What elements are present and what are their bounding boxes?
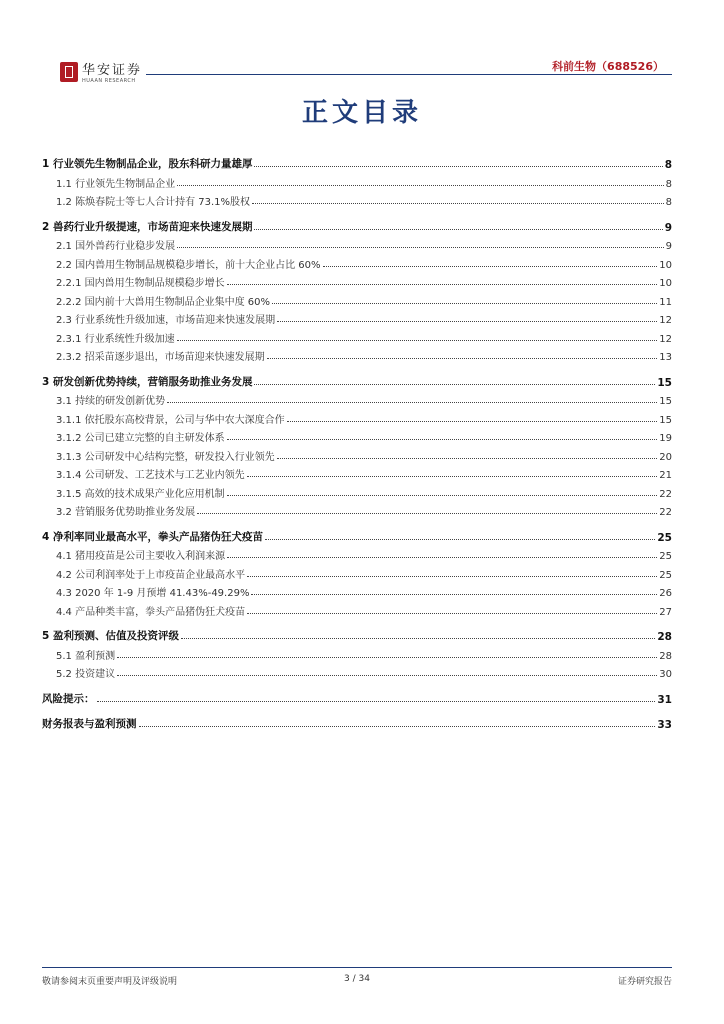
toc-entry-chapter[interactable] [42,687,672,706]
toc-leader-dots [272,303,657,304]
toc-leader-dots [227,284,658,285]
toc-entry-label: 3.1.4 公司研发、工艺技术与工艺业内领先 [56,470,245,481]
logo-text-en: HUAAN RESEARCH [82,78,136,84]
toc-entry-section[interactable] [42,308,672,327]
toc-entry-label: 2.3.1 行业系统性升级加速 [56,333,175,345]
toc-entry-section[interactable] [42,407,672,426]
huaan-logo-icon [60,62,78,82]
toc-leader-dots [251,594,657,595]
toc-entry-page: 28 [659,650,672,662]
toc-entry-page: 8 [665,197,672,208]
toc-entry-section[interactable] [42,190,672,209]
toc-entry-section[interactable] [42,252,672,271]
toc-entry-page: 12 [659,333,672,345]
toc-leader-dots [265,539,655,540]
toc-entry-page: 9 [664,221,672,234]
toc-entry-label: 2.2.2 国内前十大兽用生物制品企业集中度 60% [56,296,271,308]
toc-entry-label: 3.1.2 公司已建立完整的自主研发体系 [56,433,225,444]
toc-entry-page: 20 [659,451,672,463]
toc-entry-page: 25 [659,551,672,562]
toc-entry-section[interactable] [42,444,672,463]
toc-entry-page: 22 [659,488,672,500]
toc-entry-label: 3.1 持续的研发创新优势 [56,396,166,407]
toc-entry-page: 33 [657,719,672,731]
toc-entry-page: 13 [659,352,672,363]
toc-entry-section[interactable] [42,289,672,308]
toc-entry-page: 28 [657,631,672,643]
footer-report-type: 证券研究报告 [617,977,672,987]
toc-entry-label: 3.1.1 依托股东高校背景，公司与华中农大深度合作 [56,414,285,426]
toc-entry-page: 19 [659,433,672,444]
toc-leader-dots [177,247,664,248]
page-header [42,52,672,92]
toc-entry-label: 2.2.1 国内兽用生物制品规模稳步增长 [56,278,225,289]
page-title: 正文目录 [301,98,422,128]
toc-leader-dots [254,229,662,230]
toc-entry-label: 3.2 营销服务优势助推业务发展 [56,507,196,518]
toc-leader-dots [227,495,658,496]
toc-leader-dots [277,458,658,459]
page-number: 3 / 34 [344,974,370,984]
toc-entry-label: 4.4 产品种类丰富，拳头产品猪伪狂犬疫苗 [56,606,246,618]
toc-entry-page: 10 [659,278,672,289]
toc-leader-dots [117,675,657,676]
toc-leader-dots [117,657,657,658]
toc-leader-dots [247,476,658,477]
toc-entry-page: 12 [659,315,672,326]
toc-entry-page: 9 [665,241,672,252]
toc-entry-label: 风险提示： [42,692,95,705]
toc-leader-dots [277,321,657,322]
toc-entry-label: 3 研发创新优势持续，营销服务助推业务发展 [42,375,253,388]
toc-leader-dots [252,203,664,204]
toc-entry-chapter[interactable] [42,712,672,731]
toc-leader-dots [323,266,658,267]
toc-leader-dots [267,358,658,359]
toc-entry-label: 2.3 行业系统性升级加速，市场苗迎来快速发展期 [56,315,276,326]
toc-entry-chapter[interactable] [42,370,672,389]
toc-entry-chapter[interactable] [42,624,672,643]
toc-leader-dots [177,340,658,341]
toc-entry-section[interactable] [42,345,672,364]
toc-leader-dots [247,576,657,577]
toc-entry-section[interactable] [42,581,672,600]
toc-entry-section[interactable] [42,389,672,408]
footer-disclaimer: 敬请参阅末页重要声明及评级说明 [42,977,178,987]
toc-leader-dots [181,638,655,639]
toc-entry-label: 财务报表与盈利预测 [42,718,137,730]
toc-entry-label: 4.2 公司利润率处于上市疫苗企业最高水平 [56,569,246,581]
toc-entry-label: 2.3.2 招采苗逐步退出，市场苗迎来快速发展期 [56,352,265,363]
toc-leader-dots [254,166,662,167]
toc-entry-section[interactable] [42,463,672,482]
toc-entry-label: 2.2 国内兽用生物制品规模稳步增长，前十大企业占比 60% [56,259,321,271]
toc-entry-label: 2 兽药行业升级提速，市场苗迎来快速发展期 [42,220,253,233]
toc-entry-section[interactable] [42,544,672,563]
toc-entry-page: 11 [659,296,672,308]
toc-leader-dots [227,557,657,558]
toc-entry-page: 22 [659,507,672,518]
toc-entry-label: 3.1.3 公司研发中心结构完整，研发投入行业领先 [56,451,275,463]
toc-entry-page: 8 [665,178,672,190]
toc-entry-label: 1 行业领先生物制品企业，股东科研力量雄厚 [42,158,253,170]
header-divider [146,74,672,75]
logo-text-cn: 华安证券 [82,63,143,78]
toc-entry-page: 26 [659,588,672,599]
toc-entry-chapter[interactable] [42,215,672,234]
toc-entry-section[interactable] [42,171,672,190]
toc-entry-page: 15 [657,376,672,389]
toc-entry-section[interactable] [42,662,672,681]
toc-entry-page: 10 [659,259,672,271]
company-name: 科前生物（688526） [552,60,664,73]
toc-entry-section[interactable] [42,562,672,581]
toc-leader-dots [247,613,657,614]
footer-divider [42,967,672,968]
toc-entry-page: 15 [659,414,672,426]
toc-entry-label: 4.3 2020 年 1-9 月预增 41.43%-49.29% [56,588,250,599]
toc-entry-section[interactable] [42,426,672,445]
toc-leader-dots [97,701,656,702]
toc-entry-page: 31 [657,693,672,706]
toc-entry-section[interactable] [42,234,672,253]
toc-leader-dots [287,421,658,422]
toc-entry-section[interactable] [42,326,672,345]
toc-entry-page: 25 [659,569,672,581]
toc-entry-section[interactable] [42,599,672,618]
toc-entry-label: 1.2 陈焕春院士等七人合计持有 73.1%股权 [56,197,251,208]
toc-leader-dots [254,384,655,385]
toc-entry-label: 5 盈利预测、估值及投资评级 [42,630,179,642]
toc-entry-page: 30 [659,669,672,680]
toc-entry-page: 15 [659,396,672,407]
toc-entry-section[interactable] [42,500,672,519]
toc-entry-page: 21 [659,470,672,481]
toc-entry-section[interactable] [42,643,672,662]
toc-entry-label: 2.1 国外兽药行业稳步发展 [56,241,176,252]
toc-leader-dots [197,513,657,514]
toc-entry-label: 4.1 猪用疫苗是公司主要收入利润来源 [56,551,226,562]
toc-entry-page: 8 [664,159,672,171]
toc-entry-label: 5.1 盈利预测 [56,650,116,662]
toc-entry-chapter[interactable] [42,525,672,544]
toc-entry-page: 27 [659,606,672,618]
toc-entry-label: 4 净利率同业最高水平，拳头产品猪伪狂犬疫苗 [42,530,263,543]
toc-entry-label: 5.2 投资建议 [56,669,116,680]
toc-leader-dots [167,402,657,403]
toc-leader-dots [139,726,656,727]
toc-entry-label: 1.1 行业领先生物制品企业 [56,178,176,190]
toc-entry-section[interactable] [42,481,672,500]
toc-entry-label: 3.1.5 高效的技术成果产业化应用机制 [56,488,225,500]
toc-leader-dots [227,439,658,440]
toc-entry-chapter[interactable] [42,152,672,171]
toc-leader-dots [177,185,664,186]
table-of-contents [42,152,672,731]
toc-entry-section[interactable] [42,271,672,290]
toc-entry-page: 25 [657,531,672,544]
